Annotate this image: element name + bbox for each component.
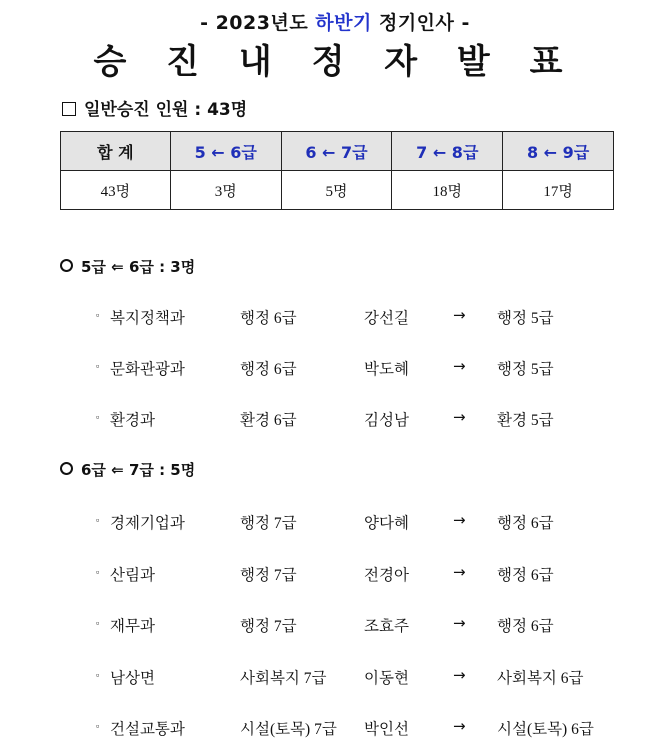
person-name: 조효주 — [364, 618, 409, 635]
list-item — [0, 357, 670, 379]
arrow-right-icon: → — [453, 717, 466, 735]
department: 재무과 — [110, 618, 155, 635]
subtitle-highlight: 하반기 — [315, 12, 372, 34]
square-bullet-icon: ▫ — [96, 310, 100, 320]
summary-value-grade5: 3명 — [170, 171, 281, 210]
list-item — [0, 666, 670, 688]
summary-value-grade8: 17명 — [503, 171, 614, 210]
person-name: 김성남 — [364, 412, 409, 429]
department: 산림과 — [110, 567, 155, 584]
current-grade: 행정 7급 — [240, 515, 297, 532]
person-name: 전경아 — [364, 567, 409, 584]
summary-header-grade7: 7 ← 8급 — [392, 132, 503, 171]
summary-header-grade6: 6 ← 7급 — [281, 132, 392, 171]
summary-value-row — [61, 171, 614, 210]
promoted-grade: 행정 6급 — [497, 618, 554, 635]
current-grade: 행정 6급 — [240, 310, 297, 327]
group-heading-grade6 — [60, 459, 195, 480]
summary-value-grade7: 18명 — [392, 171, 503, 210]
summary-header-grade8: 8 ← 9급 — [503, 132, 614, 171]
arrow-right-icon: → — [453, 357, 466, 375]
summary-value-total: 43명 — [61, 171, 171, 210]
square-bullet-icon: ▫ — [96, 515, 100, 525]
person-name: 박인선 — [364, 721, 409, 738]
group-title: 5급 ⇐ 6급 : 3명 — [81, 258, 196, 276]
checkbox-square-icon — [62, 102, 76, 116]
person-name: 양다혜 — [364, 515, 409, 532]
summary-header-total: 합 계 — [61, 132, 171, 171]
summary-value-grade6: 5명 — [281, 171, 392, 210]
person-name: 강선길 — [364, 310, 409, 327]
list-item — [0, 717, 670, 739]
square-bullet-icon: ▫ — [96, 567, 100, 577]
document-subtitle — [0, 8, 670, 35]
list-item — [0, 614, 670, 636]
promoted-grade: 행정 5급 — [497, 310, 554, 327]
promoted-grade: 사회복지 6급 — [497, 670, 584, 687]
current-grade: 행정 7급 — [240, 567, 297, 584]
department: 건설교통과 — [110, 721, 185, 738]
person-name: 이동현 — [364, 670, 409, 687]
summary-header-grade5: 5 ← 6급 — [170, 132, 281, 171]
group-title: 6급 ⇐ 7급 : 5명 — [81, 461, 196, 479]
square-bullet-icon: ▫ — [96, 618, 100, 628]
summary-table — [60, 131, 614, 210]
square-bullet-icon: ▫ — [96, 721, 100, 731]
department: 남상면 — [110, 670, 155, 687]
subtitle-prefix: - 2023년도 — [200, 12, 316, 34]
department: 문화관광과 — [110, 361, 185, 378]
page-title: 승 진 내 정 자 발 표 — [93, 42, 577, 82]
group-heading-grade5 — [60, 256, 195, 277]
department: 경제기업과 — [110, 515, 185, 532]
circle-bullet-icon — [60, 259, 73, 272]
current-grade: 행정 6급 — [240, 361, 297, 378]
promoted-grade: 환경 5급 — [497, 412, 554, 429]
arrow-right-icon: → — [453, 306, 466, 324]
section-heading — [62, 95, 247, 120]
subtitle-suffix: 정기인사 - — [371, 12, 470, 34]
circle-bullet-icon — [60, 462, 73, 475]
square-bullet-icon: ▫ — [96, 361, 100, 371]
arrow-right-icon: → — [453, 666, 466, 684]
arrow-right-icon: → — [453, 511, 466, 529]
square-bullet-icon: ▫ — [96, 670, 100, 680]
arrow-right-icon: → — [453, 563, 466, 581]
promoted-grade: 행정 6급 — [497, 567, 554, 584]
list-item — [0, 563, 670, 585]
summary-header-row — [61, 132, 614, 171]
square-bullet-icon: ▫ — [96, 412, 100, 422]
list-item — [0, 306, 670, 328]
arrow-right-icon: → — [453, 614, 466, 632]
department: 복지정책과 — [110, 310, 185, 327]
list-item — [0, 511, 670, 533]
current-grade: 사회복지 7급 — [240, 670, 327, 687]
promoted-grade: 시설(토목) 6급 — [497, 721, 594, 738]
current-grade: 환경 6급 — [240, 412, 297, 429]
department: 환경과 — [110, 412, 155, 429]
list-item — [0, 408, 670, 430]
promoted-grade: 행정 6급 — [497, 515, 554, 532]
section-title: 일반승진 인원 : 43명 — [84, 100, 248, 120]
current-grade: 행정 7급 — [240, 618, 297, 635]
current-grade: 시설(토목) 7급 — [240, 721, 337, 738]
arrow-right-icon: → — [453, 408, 466, 426]
promoted-grade: 행정 5급 — [497, 361, 554, 378]
person-name: 박도혜 — [364, 361, 409, 378]
